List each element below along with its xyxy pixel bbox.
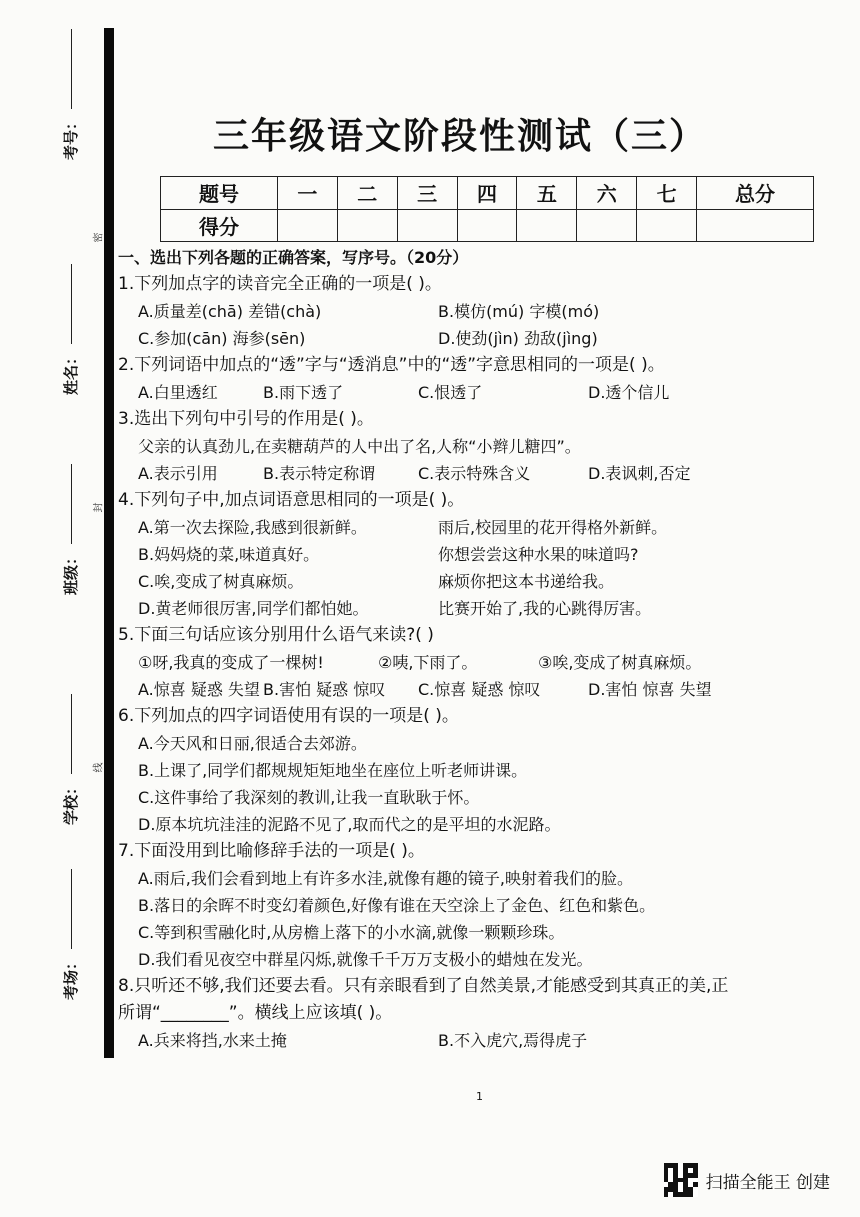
option-row <box>118 325 834 352</box>
option-text: D.我们看见夜空中群星闪烁,就像千千万万支极小的蜡烛在发光。 <box>138 950 593 969</box>
option-text: D.表讽刺,否定 <box>588 464 691 483</box>
option-row <box>118 298 834 325</box>
school-blank[interactable] <box>71 694 72 774</box>
binding-margin <box>0 0 110 1217</box>
question-stem: 所谓“________”。横线上应该填( )。 <box>118 1003 393 1023</box>
option-text: B.模仿(mú) 字模(mó) <box>438 302 600 321</box>
scanner-watermark <box>664 1163 830 1197</box>
exam-room-field <box>60 869 81 1000</box>
question-content <box>118 244 834 1054</box>
option-row <box>118 811 834 838</box>
class-blank[interactable] <box>71 464 72 544</box>
option-text: C.惊喜 疑惑 惊叹 <box>418 680 541 699</box>
score-header-cell: 题号 <box>161 177 278 210</box>
score-table-score-row <box>161 209 814 242</box>
option-text: C.表示特殊含义 <box>418 464 531 483</box>
option-text: B.上课了,同学们都规规矩矩地坐在座位上听老师讲课。 <box>138 761 528 780</box>
option-text: 比赛开始了,我的心跳得厉害。 <box>438 599 652 618</box>
option-text: D.透个信儿 <box>588 383 670 402</box>
option-row <box>118 568 834 595</box>
page-title: 三年级语文阶段性测试（三） <box>212 115 707 157</box>
option-text: A.兵来将挡,水来土掩 <box>138 1031 287 1050</box>
option-text: ②咦,下雨了。 <box>378 653 478 672</box>
option-row <box>118 865 834 892</box>
exam-no-label: 考号： <box>62 114 80 160</box>
school-label: 学校： <box>62 779 80 825</box>
option-text: C.参加(cān) 海参(sēn) <box>138 329 306 348</box>
option-text: ①呀,我真的变成了一棵树! <box>138 653 324 672</box>
seal-mark: 封 <box>93 502 105 513</box>
name-blank[interactable] <box>71 264 72 344</box>
name-field <box>60 264 81 395</box>
score-header-cell: 六 <box>577 177 637 210</box>
exam-room-label: 考场： <box>62 954 80 1000</box>
score-header-cell: 七 <box>637 177 697 210</box>
option-text: D.使劲(jìn) 劲敌(jìng) <box>438 329 598 348</box>
class-field <box>60 464 81 595</box>
binding-bar <box>104 28 114 1058</box>
page-number: 1 <box>476 1090 483 1103</box>
option-row <box>118 892 834 919</box>
option-text: A.质量差(chā) 差错(chà) <box>138 302 322 321</box>
option-row <box>118 433 834 460</box>
score-table <box>160 176 814 242</box>
option-text: A.雨后,我们会看到地上有许多水洼,就像有趣的镜子,映射着我们的脸。 <box>138 869 634 888</box>
section-heading: 一、选出下列各题的正确答案，写序号。（20分） <box>118 248 469 267</box>
score-cell[interactable] <box>457 209 517 242</box>
option-text: D.黄老师很厉害,同学们都怕她。 <box>138 599 369 618</box>
option-text: ③唉,变成了树真麻烦。 <box>538 653 702 672</box>
score-cell[interactable] <box>277 209 337 242</box>
option-row <box>118 757 834 784</box>
question-stem: 6.下列加点的四字词语使用有误的一项是( )。 <box>118 706 459 726</box>
option-row <box>118 676 834 703</box>
option-row <box>118 946 834 973</box>
score-row-label: 得分 <box>161 209 278 242</box>
option-text: C.唉,变成了树真麻烦。 <box>138 572 304 591</box>
score-cell[interactable] <box>337 209 397 242</box>
option-text: B.妈妈烧的菜,味道真好。 <box>138 545 320 564</box>
option-text: B.表示特定称谓 <box>263 464 376 483</box>
question-stem: 7.下面没用到比喻修辞手法的一项是( )。 <box>118 841 425 861</box>
question-stem: 1.下列加点字的读音完全正确的一项是( )。 <box>118 274 442 294</box>
watermark-text: 扫描全能王 创建 <box>705 1172 830 1193</box>
option-text: 雨后,校园里的花开得格外新鲜。 <box>438 518 668 537</box>
score-cell[interactable] <box>697 209 814 242</box>
option-row <box>118 514 834 541</box>
exam-no-field <box>60 29 81 160</box>
question-stem: 4.下列句子中,加点词语意思相同的一项是( )。 <box>118 490 465 510</box>
score-cell[interactable] <box>637 209 697 242</box>
question-stem: 2.下列词语中加点的“透”字与“透消息”中的“透”字意思相同的一项是( )。 <box>118 355 665 375</box>
option-text: A.今天风和日丽,很适合去郊游。 <box>138 734 367 753</box>
option-text: 你想尝尝这种水果的味道吗? <box>438 545 639 564</box>
option-row <box>118 784 834 811</box>
option-row <box>118 595 834 622</box>
score-header-cell: 二 <box>337 177 397 210</box>
score-header-cell: 一 <box>277 177 337 210</box>
question-stem: 8.只听还不够,我们还要去看。只有亲眼看到了自然美景,才能感受到其真正的美,正 <box>118 976 729 996</box>
option-row <box>118 379 834 406</box>
exam-no-blank[interactable] <box>71 29 72 109</box>
question-stem: 5.下面三句话应该分别用什么语气来读?( ) <box>118 625 434 645</box>
option-row <box>118 460 834 487</box>
option-text: 父亲的认真劲儿,在卖糖葫芦的人中出了名,人称“小辫儿糖四”。 <box>138 437 581 456</box>
option-text: C.这件事给了我深刻的教训,让我一直耿耿于怀。 <box>138 788 480 807</box>
score-header-cell: 五 <box>517 177 577 210</box>
option-text: D.原本坑坑洼洼的泥路不见了,取而代之的是平坦的水泥路。 <box>138 815 561 834</box>
option-text: 麻烦你把这本书递给我。 <box>438 572 615 591</box>
option-text: A.第一次去探险,我感到很新鲜。 <box>138 518 367 537</box>
option-row <box>118 919 834 946</box>
score-header-cell: 三 <box>397 177 457 210</box>
option-row <box>118 730 834 757</box>
option-text: B.不入虎穴,焉得虎子 <box>438 1031 588 1050</box>
score-cell[interactable] <box>577 209 637 242</box>
option-text: B.雨下透了 <box>263 383 344 402</box>
score-header-cell: 四 <box>457 177 517 210</box>
score-header-cell: 总分 <box>697 177 814 210</box>
question-stem: 3.选出下列句中引号的作用是( )。 <box>118 409 374 429</box>
score-table-header-row <box>161 177 814 210</box>
option-text: A.白里透红 <box>138 383 218 402</box>
school-field <box>60 694 81 825</box>
qr-code-icon <box>664 1163 698 1197</box>
name-label: 姓名： <box>62 349 80 395</box>
option-text: B.落日的余晖不时变幻着颜色,好像有谁在天空涂上了金色、红色和紫色。 <box>138 896 656 915</box>
seal-mark: 密 <box>93 232 105 243</box>
exam-room-blank[interactable] <box>71 869 72 949</box>
option-text: A.表示引用 <box>138 464 218 483</box>
option-row <box>118 541 834 568</box>
option-text: D.害怕 惊喜 失望 <box>588 680 712 699</box>
option-row <box>118 1027 834 1054</box>
seal-mark: 线 <box>93 762 105 773</box>
option-row <box>118 649 834 676</box>
score-cell[interactable] <box>517 209 577 242</box>
option-text: C.恨透了 <box>418 383 483 402</box>
score-cell[interactable] <box>397 209 457 242</box>
class-label: 班级： <box>62 549 80 595</box>
option-text: B.害怕 疑惑 惊叹 <box>263 680 386 699</box>
option-text: A.惊喜 疑惑 失望 <box>138 680 260 699</box>
option-text: C.等到积雪融化时,从房檐上落下的小水滴,就像一颗颗珍珠。 <box>138 923 565 942</box>
